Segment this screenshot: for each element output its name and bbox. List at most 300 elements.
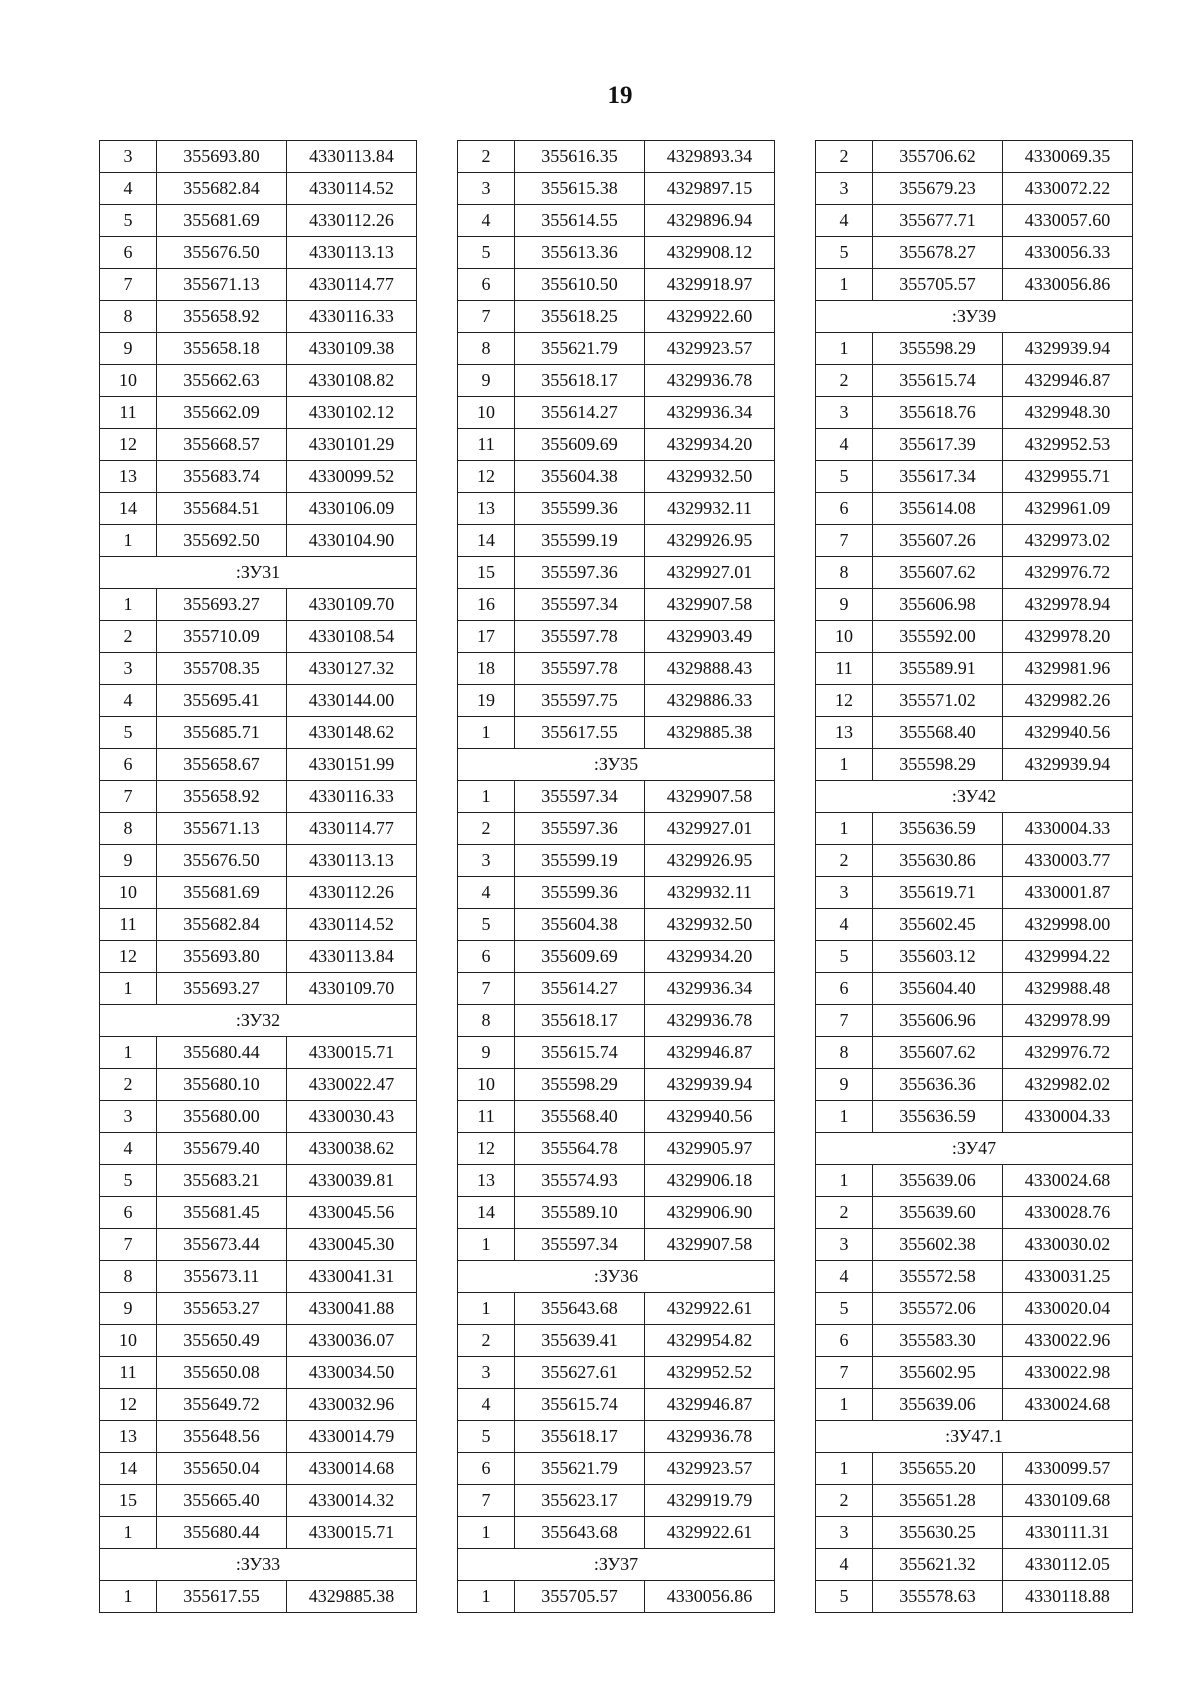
- y-coordinate-cell: 4330022.96: [1003, 1325, 1133, 1357]
- point-number-cell: 11: [458, 429, 515, 461]
- point-number-cell: 11: [100, 1357, 157, 1389]
- point-number-cell: 12: [100, 941, 157, 973]
- table-row: [458, 1229, 775, 1261]
- point-number-cell: 1: [100, 589, 157, 621]
- y-coordinate-cell: 4329978.94: [1003, 589, 1133, 621]
- y-coordinate-cell: 4330114.77: [287, 813, 417, 845]
- y-coordinate-cell: 4330014.79: [287, 1421, 417, 1453]
- table-row: [100, 973, 417, 1005]
- y-coordinate-cell: 4330114.52: [287, 173, 417, 205]
- point-number-cell: 4: [816, 429, 873, 461]
- point-number-cell: 2: [100, 621, 157, 653]
- y-coordinate-cell: 4329905.97: [645, 1133, 775, 1165]
- y-coordinate-cell: 4330057.60: [1003, 205, 1133, 237]
- table-row: [816, 813, 1133, 845]
- table-row: [816, 845, 1133, 877]
- table-row: [100, 269, 417, 301]
- point-number-cell: 7: [100, 1229, 157, 1261]
- table-row: [816, 1165, 1133, 1197]
- table-row: [458, 973, 775, 1005]
- point-number-cell: 4: [816, 205, 873, 237]
- x-coordinate-cell: 355604.40: [873, 973, 1003, 1005]
- section-title: :ЗУ31: [100, 557, 417, 589]
- x-coordinate-cell: 355618.17: [515, 1421, 645, 1453]
- point-number-cell: 4: [458, 877, 515, 909]
- point-number-cell: 13: [458, 493, 515, 525]
- point-number-cell: 1: [100, 1517, 157, 1549]
- table-row: [458, 1325, 775, 1357]
- x-coordinate-cell: 355653.27: [157, 1293, 287, 1325]
- point-number-cell: 4: [100, 1133, 157, 1165]
- table-row: [816, 1325, 1133, 1357]
- table-row: [816, 333, 1133, 365]
- section-header-row: [816, 301, 1133, 333]
- y-coordinate-cell: 4329952.52: [645, 1357, 775, 1389]
- table-row: [100, 1389, 417, 1421]
- table-row: [816, 205, 1133, 237]
- x-coordinate-cell: 355597.78: [515, 653, 645, 685]
- x-coordinate-cell: 355621.32: [873, 1549, 1003, 1581]
- y-coordinate-cell: 4330112.26: [287, 205, 417, 237]
- point-number-cell: 10: [458, 397, 515, 429]
- y-coordinate-cell: 4329907.58: [645, 1229, 775, 1261]
- x-coordinate-cell: 355636.36: [873, 1069, 1003, 1101]
- y-coordinate-cell: 4330113.13: [287, 845, 417, 877]
- y-coordinate-cell: 4330024.68: [1003, 1389, 1133, 1421]
- section-header-row: [458, 1549, 775, 1581]
- x-coordinate-cell: 355615.38: [515, 173, 645, 205]
- x-coordinate-cell: 355597.34: [515, 589, 645, 621]
- x-coordinate-cell: 355692.50: [157, 525, 287, 557]
- point-number-cell: 5: [816, 941, 873, 973]
- table-row: [816, 1485, 1133, 1517]
- x-coordinate-cell: 355643.68: [515, 1293, 645, 1325]
- x-coordinate-cell: 355572.58: [873, 1261, 1003, 1293]
- point-number-cell: 1: [816, 1165, 873, 1197]
- section-title: :ЗУ33: [100, 1549, 417, 1581]
- table-row: [816, 909, 1133, 941]
- x-coordinate-cell: 355597.34: [515, 781, 645, 813]
- x-coordinate-cell: 355639.06: [873, 1389, 1003, 1421]
- y-coordinate-cell: 4330041.31: [287, 1261, 417, 1293]
- x-coordinate-cell: 355648.56: [157, 1421, 287, 1453]
- y-coordinate-cell: 4330113.84: [287, 941, 417, 973]
- point-number-cell: 3: [816, 173, 873, 205]
- y-coordinate-cell: 4329936.34: [645, 973, 775, 1005]
- point-number-cell: 6: [458, 941, 515, 973]
- x-coordinate-cell: 355599.36: [515, 877, 645, 909]
- y-coordinate-cell: 4329907.58: [645, 781, 775, 813]
- point-number-cell: 12: [100, 1389, 157, 1421]
- point-number-cell: 13: [816, 717, 873, 749]
- table-row: [458, 909, 775, 941]
- point-number-cell: 11: [816, 653, 873, 685]
- table-row: [458, 493, 775, 525]
- y-coordinate-cell: 4329923.57: [645, 1453, 775, 1485]
- x-coordinate-cell: 355583.30: [873, 1325, 1003, 1357]
- x-coordinate-cell: 355568.40: [873, 717, 1003, 749]
- table-row: [816, 237, 1133, 269]
- y-coordinate-cell: 4330032.96: [287, 1389, 417, 1421]
- table-row: [458, 333, 775, 365]
- y-coordinate-cell: 4330109.68: [1003, 1485, 1133, 1517]
- table-row: [458, 941, 775, 973]
- y-coordinate-cell: 4329948.30: [1003, 397, 1133, 429]
- x-coordinate-cell: 355693.80: [157, 941, 287, 973]
- table-row: [100, 1069, 417, 1101]
- point-number-cell: 3: [816, 1517, 873, 1549]
- x-coordinate-cell: 355615.74: [515, 1037, 645, 1069]
- point-number-cell: 10: [816, 621, 873, 653]
- y-coordinate-cell: 4329940.56: [1003, 717, 1133, 749]
- point-number-cell: 12: [458, 1133, 515, 1165]
- x-coordinate-cell: 355610.50: [515, 269, 645, 301]
- y-coordinate-cell: 4329934.20: [645, 429, 775, 461]
- x-coordinate-cell: 355617.55: [157, 1581, 287, 1613]
- x-coordinate-cell: 355685.71: [157, 717, 287, 749]
- x-coordinate-cell: 355623.17: [515, 1485, 645, 1517]
- table-row: [816, 269, 1133, 301]
- point-number-cell: 11: [100, 397, 157, 429]
- y-coordinate-cell: 4330015.71: [287, 1037, 417, 1069]
- x-coordinate-cell: 355693.27: [157, 589, 287, 621]
- table-row: [816, 941, 1133, 973]
- x-coordinate-cell: 355693.80: [157, 141, 287, 173]
- y-coordinate-cell: 4329908.12: [645, 237, 775, 269]
- table-row: [458, 365, 775, 397]
- x-coordinate-cell: 355650.08: [157, 1357, 287, 1389]
- y-coordinate-cell: 4330024.68: [1003, 1165, 1133, 1197]
- point-number-cell: 8: [458, 1005, 515, 1037]
- point-number-cell: 2: [458, 1325, 515, 1357]
- table-row: [100, 301, 417, 333]
- point-number-cell: 2: [816, 141, 873, 173]
- table-row: [816, 1453, 1133, 1485]
- table-row: [458, 717, 775, 749]
- y-coordinate-cell: 4330106.09: [287, 493, 417, 525]
- x-coordinate-cell: 355599.19: [515, 525, 645, 557]
- x-coordinate-cell: 355613.36: [515, 237, 645, 269]
- point-number-cell: 1: [100, 1037, 157, 1069]
- y-coordinate-cell: 4329922.60: [645, 301, 775, 333]
- y-coordinate-cell: 4330109.70: [287, 973, 417, 1005]
- x-coordinate-cell: 355621.79: [515, 1453, 645, 1485]
- section-header-row: [100, 1549, 417, 1581]
- x-coordinate-cell: 355618.17: [515, 1005, 645, 1037]
- x-coordinate-cell: 355639.06: [873, 1165, 1003, 1197]
- table-row: [100, 1261, 417, 1293]
- x-coordinate-cell: 355614.08: [873, 493, 1003, 525]
- y-coordinate-cell: 4329903.49: [645, 621, 775, 653]
- y-coordinate-cell: 4330034.50: [287, 1357, 417, 1389]
- x-coordinate-cell: 355706.62: [873, 141, 1003, 173]
- x-coordinate-cell: 355617.55: [515, 717, 645, 749]
- table-row: [816, 1261, 1133, 1293]
- point-number-cell: 5: [816, 237, 873, 269]
- section-header-row: [458, 1261, 775, 1293]
- x-coordinate-cell: 355618.17: [515, 365, 645, 397]
- x-coordinate-cell: 355680.44: [157, 1517, 287, 1549]
- y-coordinate-cell: 4330030.43: [287, 1101, 417, 1133]
- y-coordinate-cell: 4329988.48: [1003, 973, 1133, 1005]
- point-number-cell: 1: [816, 1389, 873, 1421]
- table-row: [816, 525, 1133, 557]
- y-coordinate-cell: 4329939.94: [1003, 333, 1133, 365]
- y-coordinate-cell: 4330148.62: [287, 717, 417, 749]
- x-coordinate-cell: 355639.41: [515, 1325, 645, 1357]
- y-coordinate-cell: 4329893.34: [645, 141, 775, 173]
- x-coordinate-cell: 355681.45: [157, 1197, 287, 1229]
- table-row: [816, 365, 1133, 397]
- x-coordinate-cell: 355571.02: [873, 685, 1003, 717]
- x-coordinate-cell: 355578.63: [873, 1581, 1003, 1613]
- y-coordinate-cell: 4329976.72: [1003, 1037, 1133, 1069]
- point-number-cell: 3: [458, 1357, 515, 1389]
- y-coordinate-cell: 4329946.87: [645, 1389, 775, 1421]
- table-row: [816, 621, 1133, 653]
- table-row: [458, 1197, 775, 1229]
- x-coordinate-cell: 355676.50: [157, 237, 287, 269]
- table-row: [816, 1549, 1133, 1581]
- y-coordinate-cell: 4330118.88: [1003, 1581, 1133, 1613]
- y-coordinate-cell: 4330036.07: [287, 1325, 417, 1357]
- table-row: [816, 685, 1133, 717]
- y-coordinate-cell: 4330004.33: [1003, 813, 1133, 845]
- point-number-cell: 8: [100, 1261, 157, 1293]
- point-number-cell: 8: [100, 813, 157, 845]
- section-title: :ЗУ32: [100, 1005, 417, 1037]
- coordinates-table-right: [815, 140, 1133, 1613]
- x-coordinate-cell: 355668.57: [157, 429, 287, 461]
- table-row: [816, 717, 1133, 749]
- x-coordinate-cell: 355597.34: [515, 1229, 645, 1261]
- section-header-row: [816, 781, 1133, 813]
- y-coordinate-cell: 4329927.01: [645, 813, 775, 845]
- coordinates-table-middle: [457, 140, 775, 1613]
- table-row: [458, 1421, 775, 1453]
- point-number-cell: 1: [816, 269, 873, 301]
- y-coordinate-cell: 4329926.95: [645, 525, 775, 557]
- x-coordinate-cell: 355662.09: [157, 397, 287, 429]
- y-coordinate-cell: 4329952.53: [1003, 429, 1133, 461]
- table-row: [100, 1293, 417, 1325]
- point-number-cell: 12: [100, 429, 157, 461]
- table-row: [100, 365, 417, 397]
- table-row: [100, 461, 417, 493]
- table-row: [100, 1325, 417, 1357]
- x-coordinate-cell: 355705.57: [873, 269, 1003, 301]
- point-number-cell: 5: [816, 461, 873, 493]
- x-coordinate-cell: 355705.57: [515, 1581, 645, 1613]
- x-coordinate-cell: 355665.40: [157, 1485, 287, 1517]
- point-number-cell: 1: [816, 1453, 873, 1485]
- section-header-row: [816, 1421, 1133, 1453]
- x-coordinate-cell: 355603.12: [873, 941, 1003, 973]
- y-coordinate-cell: 4329932.50: [645, 909, 775, 941]
- table-row: [458, 813, 775, 845]
- point-number-cell: 9: [100, 1293, 157, 1325]
- point-number-cell: 3: [816, 1229, 873, 1261]
- y-coordinate-cell: 4329961.09: [1003, 493, 1133, 525]
- y-coordinate-cell: 4329897.15: [645, 173, 775, 205]
- x-coordinate-cell: 355589.10: [515, 1197, 645, 1229]
- x-coordinate-cell: 355649.72: [157, 1389, 287, 1421]
- table-row: [458, 173, 775, 205]
- section-header-row: [816, 1133, 1133, 1165]
- x-coordinate-cell: 355574.93: [515, 1165, 645, 1197]
- x-coordinate-cell: 355673.11: [157, 1261, 287, 1293]
- point-number-cell: 2: [816, 365, 873, 397]
- point-number-cell: 8: [458, 333, 515, 365]
- x-coordinate-cell: 355621.79: [515, 333, 645, 365]
- y-coordinate-cell: 4329940.56: [645, 1101, 775, 1133]
- table-row: [100, 1229, 417, 1261]
- table-row: [458, 301, 775, 333]
- point-number-cell: 10: [458, 1069, 515, 1101]
- table-row: [816, 1357, 1133, 1389]
- y-coordinate-cell: 4330127.32: [287, 653, 417, 685]
- y-coordinate-cell: 4330014.68: [287, 1453, 417, 1485]
- table-row: [100, 813, 417, 845]
- point-number-cell: 7: [816, 525, 873, 557]
- y-coordinate-cell: 4329922.61: [645, 1517, 775, 1549]
- table-row: [816, 173, 1133, 205]
- x-coordinate-cell: 355606.96: [873, 1005, 1003, 1037]
- y-coordinate-cell: 4330022.47: [287, 1069, 417, 1101]
- y-coordinate-cell: 4329939.94: [645, 1069, 775, 1101]
- table-row: [816, 1581, 1133, 1613]
- table-row: [816, 877, 1133, 909]
- x-coordinate-cell: 355678.27: [873, 237, 1003, 269]
- x-coordinate-cell: 355671.13: [157, 813, 287, 845]
- table-row: [100, 429, 417, 461]
- y-coordinate-cell: 4330102.12: [287, 397, 417, 429]
- point-number-cell: 7: [100, 781, 157, 813]
- y-coordinate-cell: 4329906.90: [645, 1197, 775, 1229]
- x-coordinate-cell: 355693.27: [157, 973, 287, 1005]
- table-row: [816, 1101, 1133, 1133]
- x-coordinate-cell: 355683.21: [157, 1165, 287, 1197]
- y-coordinate-cell: 4330112.05: [1003, 1549, 1133, 1581]
- point-number-cell: 10: [100, 365, 157, 397]
- x-coordinate-cell: 355658.18: [157, 333, 287, 365]
- y-coordinate-cell: 4330045.56: [287, 1197, 417, 1229]
- y-coordinate-cell: 4329907.58: [645, 589, 775, 621]
- x-coordinate-cell: 355682.84: [157, 909, 287, 941]
- x-coordinate-cell: 355676.50: [157, 845, 287, 877]
- section-title: :ЗУ47.1: [816, 1421, 1133, 1453]
- table-row: [458, 269, 775, 301]
- table-row: [458, 1005, 775, 1037]
- point-number-cell: 5: [100, 1165, 157, 1197]
- table-row: [100, 1581, 417, 1613]
- table-row: [100, 1485, 417, 1517]
- point-number-cell: 9: [458, 365, 515, 397]
- table-row: [816, 653, 1133, 685]
- table-row: [100, 781, 417, 813]
- table-row: [816, 1389, 1133, 1421]
- table-row: [816, 461, 1133, 493]
- y-coordinate-cell: 4330109.38: [287, 333, 417, 365]
- y-coordinate-cell: 4330111.31: [1003, 1517, 1133, 1549]
- table-row: [100, 397, 417, 429]
- x-coordinate-cell: 355598.29: [515, 1069, 645, 1101]
- table-row: [816, 493, 1133, 525]
- y-coordinate-cell: 4329955.71: [1003, 461, 1133, 493]
- coordinates-table-left: [99, 140, 417, 1613]
- y-coordinate-cell: 4330104.90: [287, 525, 417, 557]
- x-coordinate-cell: 355602.38: [873, 1229, 1003, 1261]
- x-coordinate-cell: 355599.36: [515, 493, 645, 525]
- y-coordinate-cell: 4329982.26: [1003, 685, 1133, 717]
- y-coordinate-cell: 4329932.11: [645, 493, 775, 525]
- point-number-cell: 8: [816, 557, 873, 589]
- point-number-cell: 4: [458, 205, 515, 237]
- y-coordinate-cell: 4329922.61: [645, 1293, 775, 1325]
- point-number-cell: 2: [458, 141, 515, 173]
- table-row: [816, 141, 1133, 173]
- x-coordinate-cell: 355680.44: [157, 1037, 287, 1069]
- y-coordinate-cell: 4330114.77: [287, 269, 417, 301]
- table-row: [458, 1165, 775, 1197]
- point-number-cell: 6: [816, 973, 873, 1005]
- point-number-cell: 10: [100, 877, 157, 909]
- x-coordinate-cell: 355599.19: [515, 845, 645, 877]
- point-number-cell: 2: [816, 1197, 873, 1229]
- x-coordinate-cell: 355636.59: [873, 1101, 1003, 1133]
- table-row: [100, 909, 417, 941]
- table-row: [100, 205, 417, 237]
- table-row: [100, 1037, 417, 1069]
- point-number-cell: 6: [816, 493, 873, 525]
- y-coordinate-cell: 4329886.33: [645, 685, 775, 717]
- point-number-cell: 5: [100, 205, 157, 237]
- table-row: [100, 333, 417, 365]
- point-number-cell: 13: [100, 461, 157, 493]
- y-coordinate-cell: 4329978.20: [1003, 621, 1133, 653]
- table-row: [458, 205, 775, 237]
- x-coordinate-cell: 355602.45: [873, 909, 1003, 941]
- x-coordinate-cell: 355618.25: [515, 301, 645, 333]
- point-number-cell: 1: [458, 717, 515, 749]
- x-coordinate-cell: 355695.41: [157, 685, 287, 717]
- y-coordinate-cell: 4330112.26: [287, 877, 417, 909]
- x-coordinate-cell: 355679.23: [873, 173, 1003, 205]
- point-number-cell: 1: [458, 1293, 515, 1325]
- x-coordinate-cell: 355658.67: [157, 749, 287, 781]
- table-row: [100, 621, 417, 653]
- y-coordinate-cell: 4330039.81: [287, 1165, 417, 1197]
- y-coordinate-cell: 4330056.86: [645, 1581, 775, 1613]
- point-number-cell: 14: [100, 493, 157, 525]
- y-coordinate-cell: 4329906.18: [645, 1165, 775, 1197]
- y-coordinate-cell: 4330069.35: [1003, 141, 1133, 173]
- page-number: 19: [607, 82, 633, 109]
- y-coordinate-cell: 4330109.70: [287, 589, 417, 621]
- point-number-cell: 6: [100, 1197, 157, 1229]
- point-number-cell: 8: [100, 301, 157, 333]
- y-coordinate-cell: 4329926.95: [645, 845, 775, 877]
- point-number-cell: 1: [816, 813, 873, 845]
- y-coordinate-cell: 4330151.99: [287, 749, 417, 781]
- table-row: [100, 237, 417, 269]
- table-row: [458, 1357, 775, 1389]
- x-coordinate-cell: 355650.04: [157, 1453, 287, 1485]
- table-row: [100, 1421, 417, 1453]
- section-header-row: [458, 749, 775, 781]
- x-coordinate-cell: 355607.26: [873, 525, 1003, 557]
- point-number-cell: 9: [816, 1069, 873, 1101]
